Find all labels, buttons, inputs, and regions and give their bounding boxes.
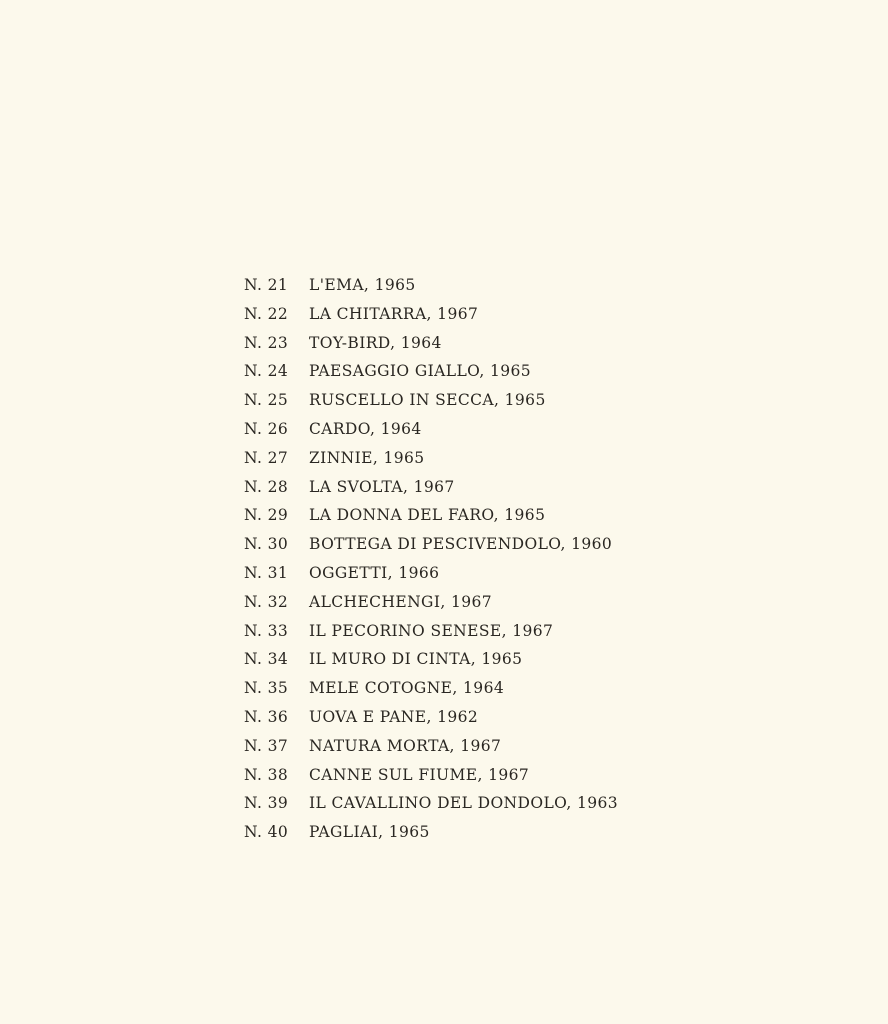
entry-number: N. 31 [244, 563, 289, 582]
entry-title: ZINNIE, 1965 [309, 448, 425, 467]
entry-title: IL MURO DI CINTA, 1965 [309, 650, 523, 669]
artwork-list [244, 271, 618, 847]
entry-number: N. 30 [244, 535, 289, 554]
entry-number: N. 23 [244, 333, 289, 352]
list-item [244, 271, 618, 300]
entry-number: N. 25 [244, 391, 289, 410]
entry-title: BOTTEGA DI PESCIVENDOLO, 1960 [309, 535, 613, 554]
entry-title: UOVA E PANE, 1962 [309, 707, 479, 726]
entry-number: N. 38 [244, 765, 289, 784]
entry-title: L'EMA, 1965 [309, 276, 416, 294]
entry-number: N. 24 [244, 362, 289, 381]
entry-title: LA SVOLTA, 1967 [309, 477, 455, 496]
list-item [244, 501, 618, 530]
entry-number: N. 37 [244, 736, 289, 755]
list-item [244, 645, 618, 674]
list-item [244, 732, 618, 761]
list-item [244, 386, 618, 415]
list-item [244, 588, 618, 617]
entry-number: N. 36 [244, 707, 289, 726]
entry-number: N. 21 [244, 276, 289, 294]
entry-title: CANNE SUL FIUME, 1967 [309, 765, 530, 784]
list-item [244, 357, 618, 386]
list-item [244, 818, 618, 847]
list-item [244, 761, 618, 790]
entry-number: N. 27 [244, 448, 289, 467]
entry-title: LA CHITARRA, 1967 [309, 304, 479, 323]
entry-number: N. 39 [244, 794, 289, 813]
list-item [244, 473, 618, 502]
entry-title: LA DONNA DEL FARO, 1965 [309, 506, 546, 525]
entry-title: RUSCELLO IN SECCA, 1965 [309, 391, 546, 410]
entry-title: PAGLIAI, 1965 [309, 823, 430, 842]
list-item [244, 789, 618, 818]
entry-number: N. 35 [244, 679, 289, 698]
entry-number: N. 40 [244, 823, 289, 842]
list-item [244, 329, 618, 358]
entry-number: N. 34 [244, 650, 289, 669]
entry-number: N. 29 [244, 506, 289, 525]
entry-number: N. 33 [244, 621, 289, 640]
list-item [244, 415, 618, 444]
entry-title: MELE COTOGNE, 1964 [309, 679, 505, 698]
entry-title: NATURA MORTA, 1967 [309, 736, 502, 755]
list-item [244, 530, 618, 559]
entry-title: OGGETTI, 1966 [309, 563, 440, 582]
entry-number: N. 32 [244, 592, 289, 611]
list-item [244, 674, 618, 703]
list-item [244, 444, 618, 473]
entry-number: N. 28 [244, 477, 289, 496]
entry-number: N. 26 [244, 419, 289, 438]
entry-title: ALCHECHENGI, 1967 [309, 592, 493, 611]
entry-title: CARDO, 1964 [309, 419, 422, 438]
list-item [244, 617, 618, 646]
entry-number: N. 22 [244, 304, 289, 323]
entry-title: IL CAVALLINO DEL DONDOLO, 1963 [309, 794, 619, 813]
list-item [244, 559, 618, 588]
entry-title: PAESAGGIO GIALLO, 1965 [309, 362, 532, 381]
entry-title: IL PECORINO SENESE, 1967 [309, 621, 554, 640]
entry-title: TOY-BIRD, 1964 [309, 333, 442, 352]
list-item [244, 300, 618, 329]
list-item [244, 703, 618, 732]
